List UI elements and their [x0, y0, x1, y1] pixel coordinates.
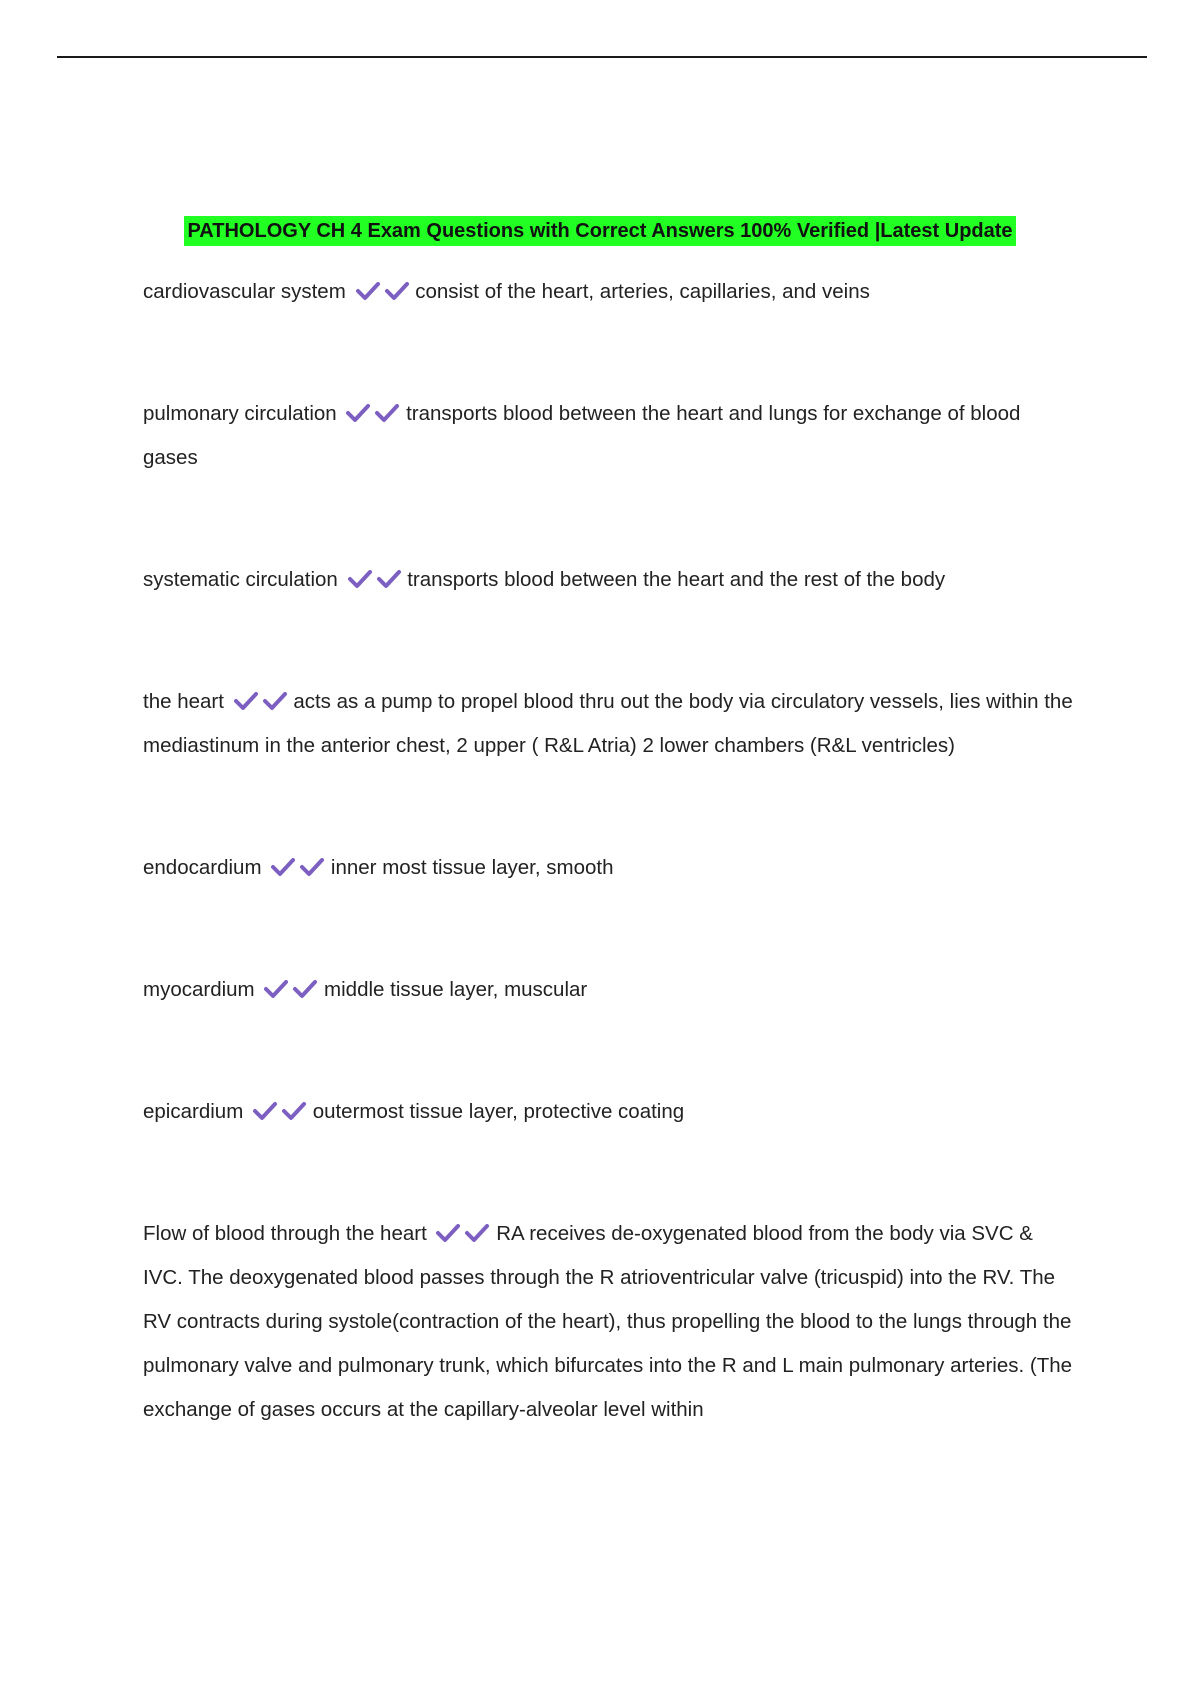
entry-definition: acts as a pump to propel blood thru out the body via circulatory vessels, lies within the mediastinum in the anterior chest, 2 upper ( R&L Atria) 2 lower chambers (R&L ventricles): [143, 690, 1073, 757]
entry-definition: transports blood between the heart and lungs for exchange of blood gases: [143, 402, 1021, 469]
check-mark-icon: [252, 1101, 278, 1121]
qa-entry: [143, 392, 1073, 480]
check-mark-icon: [376, 569, 402, 589]
check-mark-icon: [292, 979, 318, 999]
check-mark-icon: [355, 281, 381, 301]
qa-entry: [143, 680, 1073, 768]
qa-entry: [143, 1090, 1073, 1134]
document-title: PATHOLOGY CH 4 Exam Questions with Correct Answers 100% Verified |Latest Update: [184, 216, 1015, 246]
entry-definition: inner most tissue layer, smooth: [330, 856, 614, 879]
qa-entry: [143, 558, 1073, 602]
check-mark-icon: [281, 1101, 307, 1121]
page-top-rule: [57, 56, 1147, 58]
qa-entry: [143, 968, 1073, 1012]
title-block: [0, 216, 1200, 246]
entry-definition: RA receives de-oxygenated blood from the body via SVC & IVC. The deoxygenated blood passes through the R atrioventricular valve (tricuspid) into the RV. The RV contracts during systole(contraction of the heart), thus propelling the blood to the lungs through the pulmonary valve and pulmonary trunk, which bifurcates into the R and L main pulmonary arteries. (The exchange of gases occurs at the capillary-alveolar level within: [143, 1222, 1073, 1421]
entry-term: cardiovascular system: [143, 280, 346, 303]
entry-term: the heart: [143, 690, 224, 713]
qa-entry: [143, 846, 1073, 890]
check-mark-icon: [270, 857, 296, 877]
check-mark-icon: [345, 403, 371, 423]
check-mark-icon: [435, 1223, 461, 1243]
check-mark-icon: [374, 403, 400, 423]
entry-term: pulmonary circulation: [143, 402, 337, 425]
entry-term: epicardium: [143, 1100, 244, 1123]
entry-definition: outermost tissue layer, protective coating: [312, 1100, 685, 1123]
entry-definition: consist of the heart, arteries, capillaries, and veins: [415, 280, 870, 303]
entry-definition: transports blood between the heart and the rest of the body: [407, 568, 946, 591]
qa-list: [143, 270, 1073, 1510]
check-mark-icon: [464, 1223, 490, 1243]
check-mark-icon: [299, 857, 325, 877]
entry-term: Flow of blood through the heart: [143, 1222, 427, 1245]
check-mark-icon: [262, 691, 288, 711]
entry-term: myocardium: [143, 978, 255, 1001]
entry-definition: middle tissue layer, muscular: [324, 978, 588, 1001]
check-mark-icon: [233, 691, 259, 711]
qa-entry: [143, 270, 1073, 314]
qa-entry: [143, 1212, 1073, 1432]
check-mark-icon: [384, 281, 410, 301]
check-mark-icon: [263, 979, 289, 999]
entry-term: systematic circulation: [143, 568, 338, 591]
entry-term: endocardium: [143, 856, 262, 879]
check-mark-icon: [347, 569, 373, 589]
